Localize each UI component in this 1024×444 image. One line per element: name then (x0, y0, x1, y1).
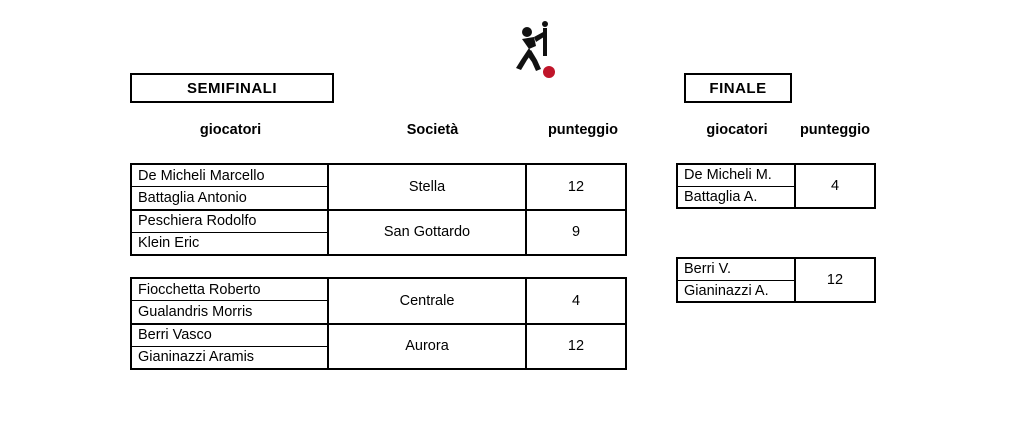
player-name: Fiocchetta Roberto (132, 279, 327, 301)
player-name: Battaglia A. (684, 188, 758, 205)
final-team-1 (676, 163, 876, 209)
players-cell (132, 325, 329, 369)
semifinali-header-giocatori: giocatori (199, 122, 262, 138)
player-name: Gianinazzi Aramis (138, 349, 255, 366)
table-row (132, 279, 625, 325)
table-row (132, 165, 625, 211)
player-name: De Micheli Marcello (132, 165, 327, 187)
semifinal-match-2 (130, 277, 627, 370)
player-name: Gianinazzi A. (684, 282, 769, 299)
society-cell: San Gottardo (329, 211, 527, 255)
finale-header-giocatori: giocatori (706, 122, 768, 138)
players-cell (132, 211, 329, 255)
semifinal-match-1 (130, 163, 627, 256)
players-cell (132, 165, 329, 209)
society-cell: Centrale (329, 279, 527, 323)
bocce-player-logo (503, 20, 563, 82)
player-name: Gualandris Morris (138, 303, 253, 320)
semifinali-title-label: SEMIFINALI (187, 79, 277, 97)
score-cell: 4 (571, 292, 581, 309)
finale-title-box (684, 73, 792, 103)
player-name: Battaglia Antonio (138, 189, 247, 206)
finale-title-label: FINALE (709, 79, 767, 97)
players-cell (678, 165, 796, 207)
semifinali-header-punteggio: punteggio (547, 122, 619, 138)
society-cell: Stella (329, 165, 527, 209)
player-name: Peschiera Rodolfo (132, 211, 327, 233)
player-name: Klein Eric (138, 235, 200, 252)
score-cell: 12 (567, 338, 585, 355)
player-name: Berri Vasco (132, 325, 327, 347)
score-cell: 4 (830, 178, 840, 194)
score-cell: 12 (826, 272, 844, 288)
finale-header-punteggio: punteggio (799, 122, 871, 138)
semifinali-title-box (130, 73, 334, 103)
semifinali-header-societa: Società (406, 122, 459, 138)
score-cell: 9 (571, 224, 581, 241)
society-cell: Aurora (329, 325, 527, 369)
table-row (132, 211, 625, 255)
player-name: De Micheli M. (678, 165, 794, 187)
table-row (132, 325, 625, 369)
player-name: Berri V. (678, 259, 794, 281)
final-team-2 (676, 257, 876, 303)
score-cell: 12 (567, 178, 585, 195)
players-cell (678, 259, 796, 301)
players-cell (132, 279, 329, 323)
